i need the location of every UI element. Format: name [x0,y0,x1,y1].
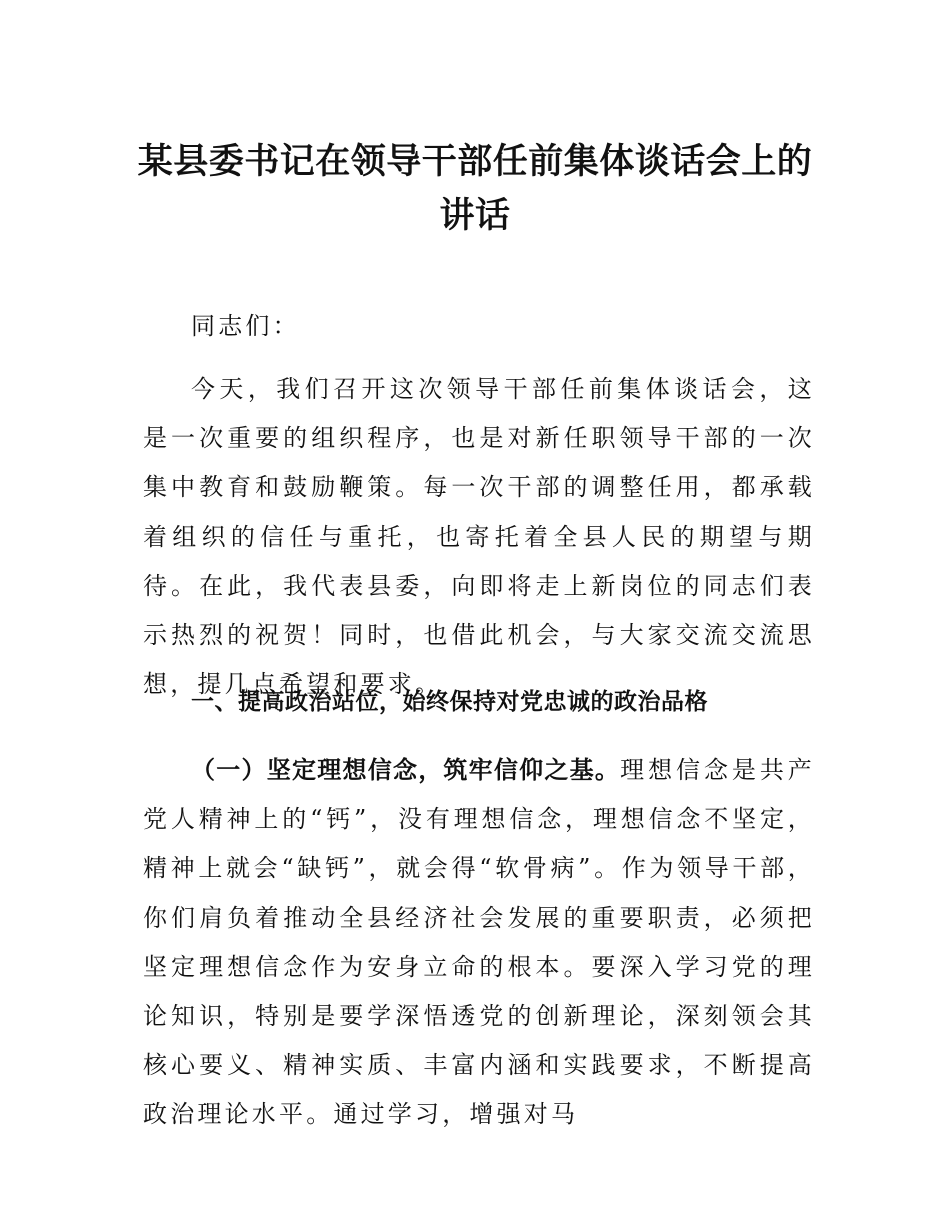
sub-heading-1-1: （一）坚定理想信念，筑牢信仰之基。 [191,756,621,784]
section-heading-1: 一、提高政治站位，始终保持对党忠诚的政治品格 [191,689,708,715]
document-title-line-1: 某县委书记在领导干部任前集体谈话会上的 [137,142,813,183]
salutation: 同志们： [191,312,300,340]
paragraph-opening: 今天，我们召开这次领导干部任前集体谈话会，这是一次重要的组织程序，也是对新任职领导干部的一次集中教育和鼓励鞭策。每一次干部的调整任用，都承载着组织的信任与重托，也寄托着全县人民的期望与期待。在此，我代表县委，向即将走上新岗位的同志们表示热烈的祝贺！同时，也借此机会，与大家交流交流思想，提几点希望和要求。 [143,375,815,699]
document-title [120,135,830,243]
document-title-line-2: 讲话 [439,196,511,237]
paragraph-section-1-1 [143,746,815,1140]
paragraph-section-1-1-text: 理想信念是共产党人精神上的“钙”，没有理想信念，理想信念不坚定，精神上就会“缺钙”，就会得“软骨病”。作为领导干部，你们肩负着推动全县经济社会发展的重要职责，必须把坚定理想信念作为安身立命的根本。要深入学习党的理论知识，特别是要学深悟透党的创新理论，深刻领会其核心要义、精神实质、丰富内涵和实践要求，不断提高政治理论水平。通过学习，增强对马 [143,756,815,1129]
